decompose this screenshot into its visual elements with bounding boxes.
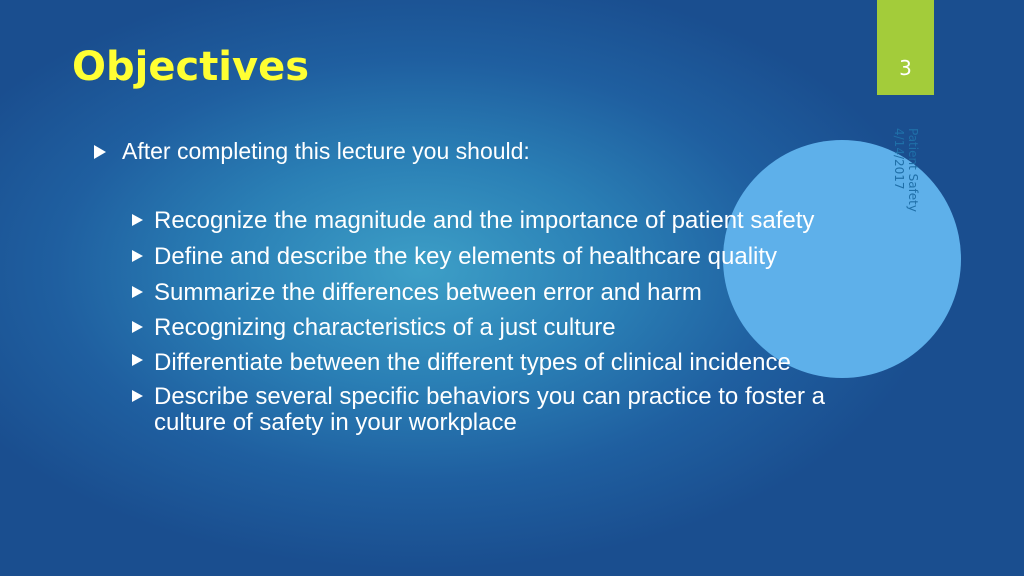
sub-bullet-item [132, 315, 852, 341]
sub-bullet-text: Differentiate between the different types of clinical incidence [154, 349, 791, 376]
bullet-arrow-icon [94, 145, 106, 159]
footer-title: Patient Safety [906, 128, 920, 212]
bullet-arrow-icon [132, 286, 143, 298]
bullet-arrow-icon [132, 390, 143, 402]
footer-date: 4/14/2017 [892, 128, 906, 190]
sub-bullet-text: Summarize the differences between error and harm [154, 279, 702, 306]
bullet-arrow-icon [132, 250, 143, 262]
main-bullet [94, 138, 530, 165]
sub-bullet-text: Define and describe the key elements of healthcare quality [154, 243, 778, 270]
sub-bullet-item [132, 348, 852, 378]
sub-bullet-item [132, 384, 852, 436]
bullet-arrow-icon [132, 321, 143, 333]
sub-bullet-item [132, 280, 852, 306]
sub-bullet-text: Describe several specific behaviors you can practice to foster a culture of safety in your workplace [154, 383, 825, 436]
sub-bullet-text: Recognize the magnitude and the importance of patient safety [154, 207, 815, 234]
slide-number: 3 [899, 56, 912, 80]
footer-text [880, 128, 920, 218]
main-bullet-text: After completing this lecture you should: [122, 138, 530, 164]
bullet-arrow-icon [132, 214, 143, 226]
sub-bullet-text: Recognizing characteristics of a just culture [154, 314, 616, 341]
slide-number-tab [877, 0, 934, 95]
bullet-arrow-icon [132, 354, 143, 366]
sub-bullet-item [132, 244, 852, 270]
sub-bullet-item [132, 208, 852, 234]
slide-title: Objectives [72, 44, 310, 90]
sub-bullet-list [132, 208, 852, 436]
